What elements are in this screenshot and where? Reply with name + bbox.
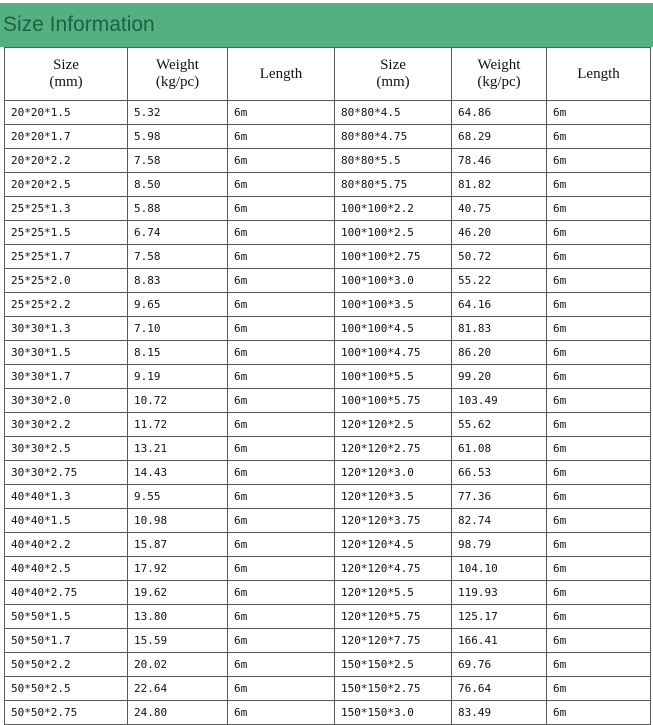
cell-length: 6m bbox=[547, 197, 651, 221]
cell-size-mm: 100*100*3.5 bbox=[335, 293, 452, 317]
cell-weight-kg-pc: 5.88 bbox=[128, 197, 228, 221]
cell-length: 6m bbox=[547, 101, 651, 125]
table-row bbox=[5, 101, 651, 125]
cell-weight-kg-pc: 8.83 bbox=[128, 269, 228, 293]
cell-weight-kg-pc: 76.64 bbox=[452, 677, 547, 701]
cell-size-mm: 50*50*2.5 bbox=[5, 677, 128, 701]
cell-length: 6m bbox=[547, 149, 651, 173]
cell-size-mm: 40*40*1.3 bbox=[5, 485, 128, 509]
cell-weight-kg-pc: 166.41 bbox=[452, 629, 547, 653]
cell-weight-kg-pc: 69.76 bbox=[452, 653, 547, 677]
cell-weight-kg-pc: 20.02 bbox=[128, 653, 228, 677]
cell-weight-kg-pc: 77.36 bbox=[452, 485, 547, 509]
header-row bbox=[5, 48, 651, 101]
cell-length: 6m bbox=[228, 125, 335, 149]
cell-length: 6m bbox=[547, 341, 651, 365]
cell-length: 6m bbox=[547, 629, 651, 653]
cell-size-mm: 30*30*2.2 bbox=[5, 413, 128, 437]
cell-size-mm: 150*150*2.5 bbox=[335, 653, 452, 677]
cell-length: 6m bbox=[547, 125, 651, 149]
cell-length: 6m bbox=[228, 389, 335, 413]
cell-length: 6m bbox=[547, 317, 651, 341]
table-row bbox=[5, 341, 651, 365]
cell-length: 6m bbox=[228, 221, 335, 245]
table-row bbox=[5, 701, 651, 725]
cell-weight-kg-pc: 8.15 bbox=[128, 341, 228, 365]
cell-weight-kg-pc: 103.49 bbox=[452, 389, 547, 413]
cell-length: 6m bbox=[228, 461, 335, 485]
cell-weight-kg-pc: 15.87 bbox=[128, 533, 228, 557]
header-line: (mm) bbox=[376, 74, 410, 90]
cell-size-mm: 30*30*2.0 bbox=[5, 389, 128, 413]
cell-size-mm: 30*30*1.7 bbox=[5, 365, 128, 389]
cell-length: 6m bbox=[228, 437, 335, 461]
cell-length: 6m bbox=[228, 317, 335, 341]
cell-size-mm: 50*50*2.75 bbox=[5, 701, 128, 725]
cell-weight-kg-pc: 125.17 bbox=[452, 605, 547, 629]
cell-length: 6m bbox=[228, 365, 335, 389]
cell-weight-kg-pc: 9.65 bbox=[128, 293, 228, 317]
cell-length: 6m bbox=[547, 173, 651, 197]
table-row bbox=[5, 365, 651, 389]
cell-length: 6m bbox=[547, 413, 651, 437]
cell-length: 6m bbox=[228, 509, 335, 533]
cell-weight-kg-pc: 24.80 bbox=[128, 701, 228, 725]
cell-size-mm: 100*100*5.75 bbox=[335, 389, 452, 413]
cell-size-mm: 120*120*5.5 bbox=[335, 581, 452, 605]
cell-size-mm: 100*100*3.0 bbox=[335, 269, 452, 293]
cell-weight-kg-pc: 81.82 bbox=[452, 173, 547, 197]
cell-size-mm: 30*30*2.5 bbox=[5, 437, 128, 461]
cell-weight-kg-pc: 64.16 bbox=[452, 293, 547, 317]
cell-weight-kg-pc: 22.64 bbox=[128, 677, 228, 701]
cell-length: 6m bbox=[228, 173, 335, 197]
cell-size-mm: 80*80*5.75 bbox=[335, 173, 452, 197]
cell-weight-kg-pc: 5.32 bbox=[128, 101, 228, 125]
cell-size-mm: 150*150*3.0 bbox=[335, 701, 452, 725]
cell-size-mm: 40*40*2.5 bbox=[5, 557, 128, 581]
cell-length: 6m bbox=[228, 605, 335, 629]
cell-length: 6m bbox=[228, 557, 335, 581]
cell-size-mm: 25*25*2.2 bbox=[5, 293, 128, 317]
cell-weight-kg-pc: 13.21 bbox=[128, 437, 228, 461]
cell-length: 6m bbox=[228, 629, 335, 653]
cell-size-mm: 50*50*1.7 bbox=[5, 629, 128, 653]
cell-size-mm: 25*25*1.3 bbox=[5, 197, 128, 221]
cell-length: 6m bbox=[547, 581, 651, 605]
cell-size-mm: 120*120*2.5 bbox=[335, 413, 452, 437]
table-row bbox=[5, 605, 651, 629]
header-line: (kg/pc) bbox=[155, 74, 200, 90]
cell-weight-kg-pc: 98.79 bbox=[452, 533, 547, 557]
cell-weight-kg-pc: 7.10 bbox=[128, 317, 228, 341]
cell-weight-kg-pc: 86.20 bbox=[452, 341, 547, 365]
header-line: (kg/pc) bbox=[477, 74, 521, 90]
cell-length: 6m bbox=[547, 245, 651, 269]
cell-length: 6m bbox=[228, 293, 335, 317]
header-length bbox=[547, 48, 651, 101]
cell-length: 6m bbox=[547, 653, 651, 677]
cell-size-mm: 120*120*5.75 bbox=[335, 605, 452, 629]
table-row bbox=[5, 653, 651, 677]
header-line: (mm) bbox=[49, 74, 83, 90]
cell-length: 6m bbox=[547, 605, 651, 629]
cell-size-mm: 100*100*4.75 bbox=[335, 341, 452, 365]
cell-size-mm: 120*120*4.5 bbox=[335, 533, 452, 557]
cell-length: 6m bbox=[547, 437, 651, 461]
cell-length: 6m bbox=[547, 365, 651, 389]
cell-weight-kg-pc: 10.98 bbox=[128, 509, 228, 533]
section-title: Size Information bbox=[0, 3, 653, 47]
cell-size-mm: 50*50*2.2 bbox=[5, 653, 128, 677]
header-line: Length bbox=[577, 65, 620, 82]
cell-weight-kg-pc: 9.55 bbox=[128, 485, 228, 509]
cell-weight-kg-pc: 40.75 bbox=[452, 197, 547, 221]
cell-length: 6m bbox=[547, 389, 651, 413]
table-row bbox=[5, 677, 651, 701]
cell-length: 6m bbox=[228, 101, 335, 125]
cell-size-mm: 25*25*1.5 bbox=[5, 221, 128, 245]
cell-size-mm: 120*120*3.75 bbox=[335, 509, 452, 533]
cell-length: 6m bbox=[228, 413, 335, 437]
cell-length: 6m bbox=[228, 533, 335, 557]
cell-weight-kg-pc: 19.62 bbox=[128, 581, 228, 605]
table-row bbox=[5, 317, 651, 341]
cell-size-mm: 100*100*2.5 bbox=[335, 221, 452, 245]
cell-size-mm: 40*40*1.5 bbox=[5, 509, 128, 533]
cell-weight-kg-pc: 14.43 bbox=[128, 461, 228, 485]
header-length bbox=[228, 48, 335, 101]
table-row bbox=[5, 629, 651, 653]
table-row bbox=[5, 581, 651, 605]
table-row bbox=[5, 173, 651, 197]
header-size-mm bbox=[335, 48, 452, 101]
cell-weight-kg-pc: 81.83 bbox=[452, 317, 547, 341]
cell-weight-kg-pc: 78.46 bbox=[452, 149, 547, 173]
table-row bbox=[5, 461, 651, 485]
header-line: Weight bbox=[477, 57, 521, 73]
cell-weight-kg-pc: 9.19 bbox=[128, 365, 228, 389]
cell-weight-kg-pc: 7.58 bbox=[128, 245, 228, 269]
cell-weight-kg-pc: 8.50 bbox=[128, 173, 228, 197]
cell-size-mm: 50*50*1.5 bbox=[5, 605, 128, 629]
header-line: Size bbox=[380, 57, 406, 73]
table-row bbox=[5, 245, 651, 269]
cell-length: 6m bbox=[228, 677, 335, 701]
cell-length: 6m bbox=[228, 341, 335, 365]
table-row bbox=[5, 197, 651, 221]
cell-length: 6m bbox=[547, 293, 651, 317]
table-row bbox=[5, 533, 651, 557]
cell-weight-kg-pc: 68.29 bbox=[452, 125, 547, 149]
cell-size-mm: 100*100*5.5 bbox=[335, 365, 452, 389]
table-row bbox=[5, 485, 651, 509]
header-weight-kg-pc bbox=[452, 48, 547, 101]
cell-size-mm: 80*80*4.75 bbox=[335, 125, 452, 149]
table-row bbox=[5, 149, 651, 173]
cell-weight-kg-pc: 46.20 bbox=[452, 221, 547, 245]
cell-weight-kg-pc: 55.22 bbox=[452, 269, 547, 293]
cell-size-mm: 80*80*4.5 bbox=[335, 101, 452, 125]
cell-size-mm: 25*25*2.0 bbox=[5, 269, 128, 293]
cell-length: 6m bbox=[547, 221, 651, 245]
header-size-mm bbox=[5, 48, 128, 101]
header-weight-kg-pc bbox=[128, 48, 228, 101]
cell-size-mm: 120*120*7.75 bbox=[335, 629, 452, 653]
cell-length: 6m bbox=[547, 533, 651, 557]
cell-weight-kg-pc: 64.86 bbox=[452, 101, 547, 125]
cell-size-mm: 30*30*1.5 bbox=[5, 341, 128, 365]
cell-size-mm: 120*120*4.75 bbox=[335, 557, 452, 581]
cell-length: 6m bbox=[547, 701, 651, 725]
cell-size-mm: 40*40*2.2 bbox=[5, 533, 128, 557]
cell-weight-kg-pc: 6.74 bbox=[128, 221, 228, 245]
cell-weight-kg-pc: 17.92 bbox=[128, 557, 228, 581]
cell-size-mm: 20*20*2.2 bbox=[5, 149, 128, 173]
header-line: Weight bbox=[156, 57, 199, 73]
cell-length: 6m bbox=[547, 485, 651, 509]
cell-weight-kg-pc: 61.08 bbox=[452, 437, 547, 461]
cell-weight-kg-pc: 66.53 bbox=[452, 461, 547, 485]
cell-size-mm: 30*30*2.75 bbox=[5, 461, 128, 485]
cell-weight-kg-pc: 50.72 bbox=[452, 245, 547, 269]
cell-weight-kg-pc: 7.58 bbox=[128, 149, 228, 173]
cell-size-mm: 25*25*1.7 bbox=[5, 245, 128, 269]
cell-weight-kg-pc: 13.80 bbox=[128, 605, 228, 629]
cell-size-mm: 100*100*2.75 bbox=[335, 245, 452, 269]
cell-length: 6m bbox=[228, 653, 335, 677]
cell-size-mm: 100*100*4.5 bbox=[335, 317, 452, 341]
cell-length: 6m bbox=[547, 269, 651, 293]
cell-weight-kg-pc: 11.72 bbox=[128, 413, 228, 437]
cell-size-mm: 100*100*2.2 bbox=[335, 197, 452, 221]
table-row bbox=[5, 293, 651, 317]
cell-weight-kg-pc: 15.59 bbox=[128, 629, 228, 653]
cell-weight-kg-pc: 55.62 bbox=[452, 413, 547, 437]
cell-weight-kg-pc: 82.74 bbox=[452, 509, 547, 533]
cell-size-mm: 20*20*1.5 bbox=[5, 101, 128, 125]
cell-length: 6m bbox=[547, 557, 651, 581]
table-row bbox=[5, 389, 651, 413]
cell-length: 6m bbox=[547, 461, 651, 485]
cell-length: 6m bbox=[547, 677, 651, 701]
cell-weight-kg-pc: 99.20 bbox=[452, 365, 547, 389]
table-row bbox=[5, 557, 651, 581]
cell-weight-kg-pc: 119.93 bbox=[452, 581, 547, 605]
cell-size-mm: 40*40*2.75 bbox=[5, 581, 128, 605]
cell-length: 6m bbox=[228, 701, 335, 725]
cell-length: 6m bbox=[547, 509, 651, 533]
table-row bbox=[5, 125, 651, 149]
size-table bbox=[4, 47, 651, 725]
cell-weight-kg-pc: 10.72 bbox=[128, 389, 228, 413]
cell-length: 6m bbox=[228, 197, 335, 221]
cell-length: 6m bbox=[228, 245, 335, 269]
cell-length: 6m bbox=[228, 269, 335, 293]
cell-weight-kg-pc: 5.98 bbox=[128, 125, 228, 149]
cell-weight-kg-pc: 83.49 bbox=[452, 701, 547, 725]
cell-length: 6m bbox=[228, 149, 335, 173]
cell-length: 6m bbox=[228, 581, 335, 605]
header-line: Size bbox=[53, 57, 79, 73]
table-row bbox=[5, 269, 651, 293]
cell-weight-kg-pc: 104.10 bbox=[452, 557, 547, 581]
table-row bbox=[5, 413, 651, 437]
cell-size-mm: 30*30*1.3 bbox=[5, 317, 128, 341]
cell-length: 6m bbox=[228, 485, 335, 509]
cell-size-mm: 150*150*2.75 bbox=[335, 677, 452, 701]
table-row bbox=[5, 509, 651, 533]
cell-size-mm: 120*120*2.75 bbox=[335, 437, 452, 461]
cell-size-mm: 120*120*3.5 bbox=[335, 485, 452, 509]
cell-size-mm: 120*120*3.0 bbox=[335, 461, 452, 485]
table-row bbox=[5, 437, 651, 461]
cell-size-mm: 20*20*2.5 bbox=[5, 173, 128, 197]
cell-size-mm: 20*20*1.7 bbox=[5, 125, 128, 149]
table-row bbox=[5, 221, 651, 245]
header-line: Length bbox=[259, 65, 303, 82]
cell-size-mm: 80*80*5.5 bbox=[335, 149, 452, 173]
